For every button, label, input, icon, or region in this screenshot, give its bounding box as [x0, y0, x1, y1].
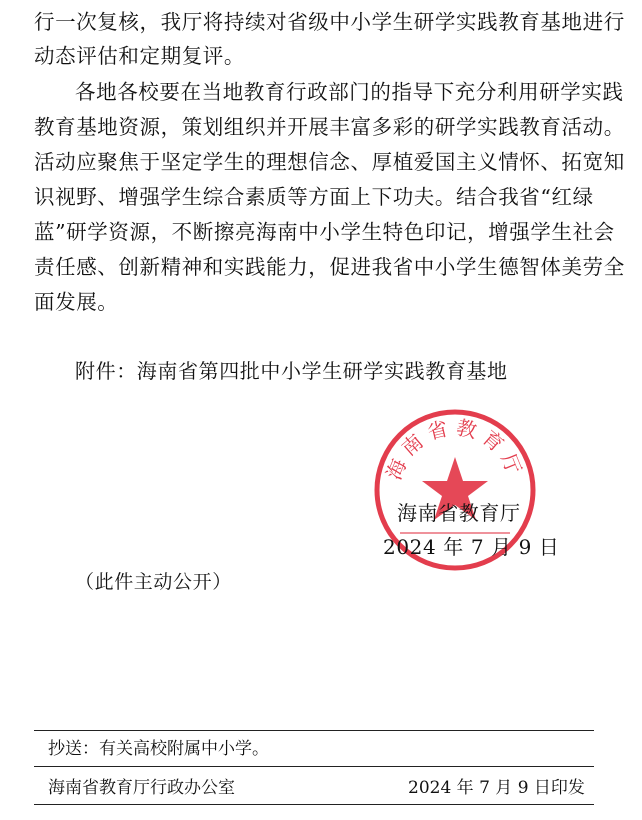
body-line-1: 行一次复核，我厅将持续对省级中小学生研学实践教育基地进行	[34, 10, 625, 34]
signature-org: 海南省教育厅	[397, 501, 521, 525]
disclosure-note: （此件主动公开）	[75, 571, 232, 593]
footer-top-rule	[34, 730, 594, 731]
body-line-9: 面发展。	[34, 290, 119, 314]
body-line-2: 动态评估和定期复评。	[34, 44, 245, 68]
body-line-5: 活动应聚焦于坚定学生的理想信念、厚植爱国主义情怀、拓宽知	[34, 150, 625, 174]
body-line-3: 各地各校要在当地教育行政部门的指导下充分利用研学实践	[75, 80, 624, 104]
footer-bottom-rule	[34, 804, 594, 805]
signature-date: 2024 年 7 月 9 日	[383, 535, 560, 559]
footer-issuer: 海南省教育厅行政办公室	[48, 778, 235, 798]
body-line-6: 识视野、增强学生综合素质等方面上下功夫。结合我省“红绿	[34, 185, 594, 209]
body-line-4: 教育基地资源，策划组织并开展丰富多彩的研学实践教育活动。	[34, 115, 625, 139]
footer-middle-rule	[34, 766, 594, 767]
body-line-7: 蓝”研学资源，不断擦亮海南中小学生特色印记，增强学生社会	[34, 220, 615, 244]
footer-issue-date: 2024 年 7 月 9 日印发	[408, 778, 585, 798]
body-line-8: 责任感、创新精神和实践能力，促进我省中小学生德智体美劳全	[34, 255, 625, 279]
seal-text: 海南省教育厅	[381, 415, 529, 484]
footer-cc: 抄送：有关高校附属中小学。	[48, 739, 269, 759]
attachment-line: 附件：海南省第四批中小学生研学实践教育基地	[75, 359, 508, 383]
